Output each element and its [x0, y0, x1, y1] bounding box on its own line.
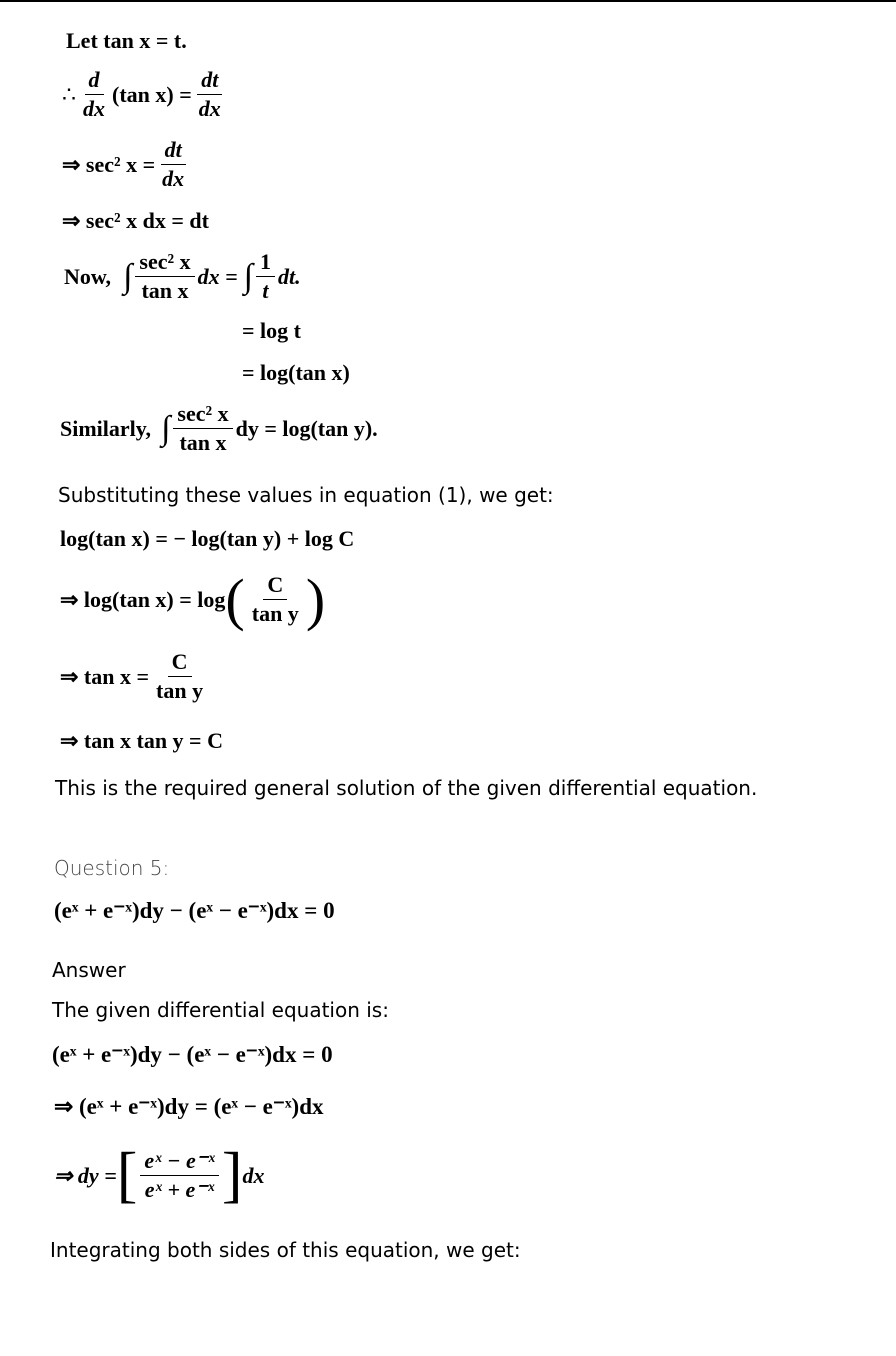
math-text: ⇒ tan x tan y = C [60, 728, 223, 753]
math-text: (tan x) = [112, 81, 192, 107]
math-text: dy = log(tan y). [235, 415, 378, 441]
math-text: dx = [197, 263, 238, 289]
math-text: Now, [64, 263, 112, 289]
left-bracket: [ [116, 1141, 138, 1209]
math-text: ⇒ tan x = [60, 663, 150, 689]
question-equation [54, 898, 335, 924]
math-text: ⇒ sec² x = [62, 151, 156, 177]
fraction: $\frac{1}{t}$ [256, 250, 275, 303]
fraction: $\frac{d}{dx}$ [83, 67, 105, 122]
line-sec-eq [62, 138, 191, 191]
paragraph-text: Substituting these values in equation (1), we get: [58, 483, 554, 507]
paragraph-text: The given differential equation is: [52, 998, 389, 1022]
integral-sign: ∫ [161, 409, 171, 447]
line-sec-dx [62, 208, 209, 234]
answer-eq-3 [54, 1140, 264, 1211]
fraction: $\frac{\text{sec² x}}{\text{tan x}}$ [173, 402, 232, 455]
question-label: Question 5: [54, 856, 170, 880]
answer-label: Answer [52, 958, 126, 982]
given-text [52, 998, 389, 1022]
fraction: $\frac{C}{\text{tan y}}$ [156, 649, 204, 704]
right-bracket: ] [221, 1141, 243, 1209]
fraction: $\frac{dt}{dx}$ [162, 137, 185, 192]
integral-sign: ∫ [123, 257, 133, 295]
math-text: dt. [277, 263, 301, 289]
line-derivative [62, 68, 228, 121]
line-let [66, 28, 187, 54]
conclusion-text [55, 776, 757, 800]
line-log-t [242, 318, 301, 344]
fraction: $\frac{dt}{dx}$ [198, 67, 221, 122]
paragraph-text: Integrating both sides of this equation, we get: [50, 1238, 521, 1262]
line-log-frac [60, 566, 325, 633]
line-similarly [60, 402, 378, 455]
line-log-eq [60, 526, 354, 552]
line-log-tanx [242, 360, 350, 386]
math-text: = log(tan x) [242, 360, 350, 385]
right-paren: ) [305, 567, 326, 632]
paragraph-text: This is the required general solution of the given differential equation. [55, 776, 758, 800]
math-text: = log t [242, 318, 301, 343]
math-text: (eˣ + e⁻ˣ)dy − (eˣ − e⁻ˣ)dx = 0 [52, 1042, 333, 1067]
fraction: $\frac{\text{sec² x}}{\text{tan x}}$ [135, 250, 194, 303]
math-text: ⇒ log(tan x) = log [60, 586, 226, 612]
answer-eq-2 [54, 1094, 324, 1120]
math-text: Let tan x = t. [66, 28, 187, 53]
math-text: Similarly, [60, 415, 152, 441]
left-paren: ( [225, 567, 245, 632]
math-text: (eˣ + e⁻ˣ)dy − (eˣ − e⁻ˣ)dx = 0 [54, 898, 335, 923]
math-text: ⇒ dy = [54, 1162, 117, 1188]
fraction: $\frac{\text{eˣ − e⁻ˣ}}{\text{eˣ + e⁻ˣ}}$ [140, 1149, 218, 1202]
integral-sign: ∫ [243, 257, 253, 295]
math-text: dx [242, 1162, 265, 1188]
line-final [60, 728, 223, 754]
math-text: log(tan x) = − log(tan y) + log C [60, 526, 355, 551]
fraction: $\frac{C}{\text{tan y}}$ [251, 571, 299, 626]
integrating-text [50, 1238, 521, 1262]
line-now-integral [64, 250, 301, 303]
math-text: ⇒ sec² x dx = dt [62, 208, 209, 233]
therefore-symbol: ∴ [62, 81, 76, 107]
line-tanx-frac [60, 650, 210, 703]
top-rule [0, 0, 896, 2]
substituting-text [58, 483, 554, 507]
math-text: ⇒ (eˣ + e⁻ˣ)dy = (eˣ − e⁻ˣ)dx [54, 1094, 324, 1119]
answer-eq-1 [52, 1042, 333, 1068]
